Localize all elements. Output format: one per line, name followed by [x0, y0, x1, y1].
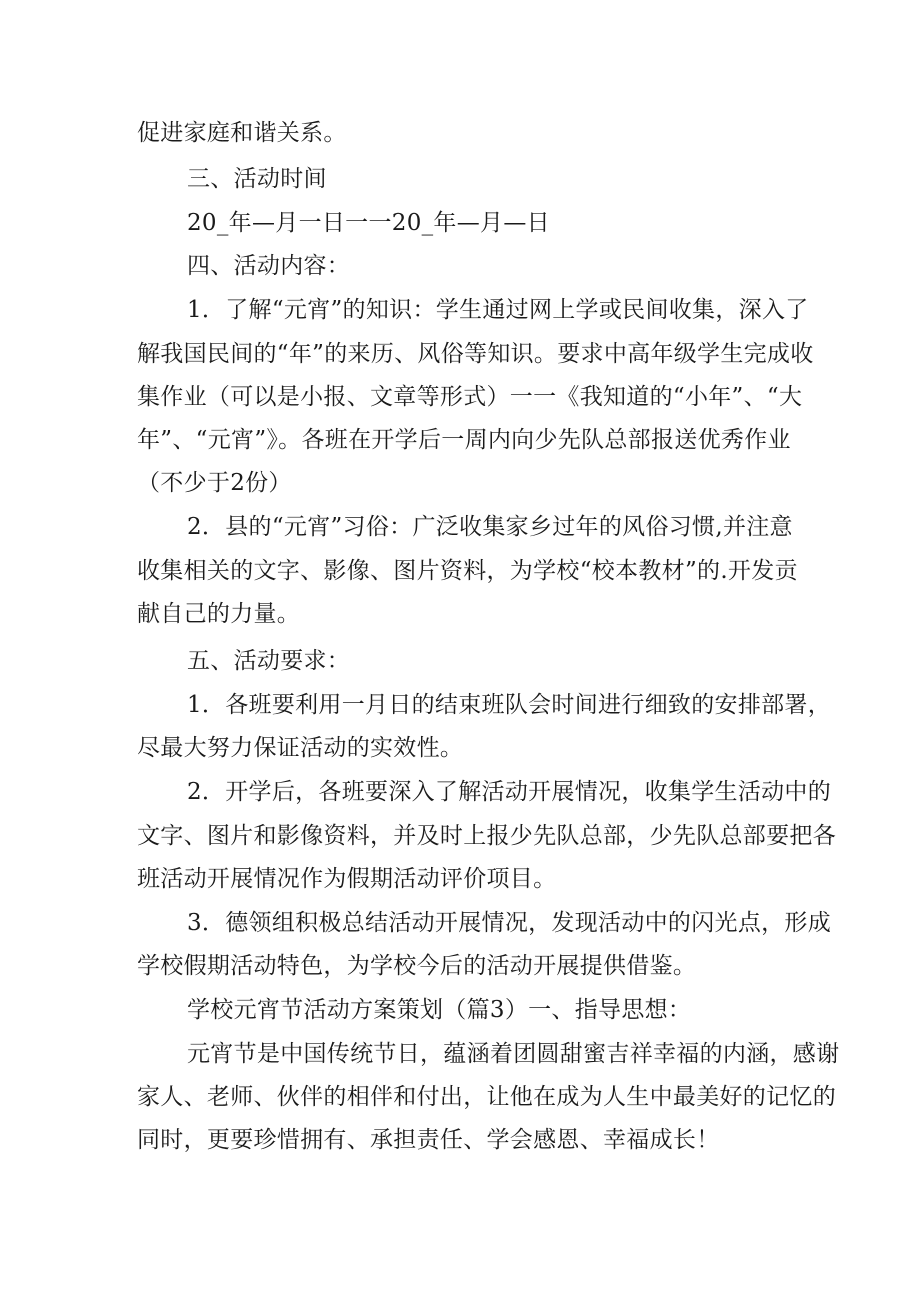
section-heading-time: 三、活动时间	[187, 166, 327, 192]
paragraph-line: 文字、图片和影像资料，并及时上报少先队总部，少先队总部要把各	[137, 823, 836, 849]
paragraph-line: 年”、“元宵”》。各班在开学后一周内向少先队总部报送优秀作业	[137, 427, 791, 453]
paragraph-line: 学校假期活动特色，为学校今后的活动开展提供借鉴。	[137, 953, 697, 979]
section-heading-requirements: 五、活动要求：	[187, 648, 351, 674]
section-heading-content: 四、活动内容：	[187, 253, 351, 279]
paragraph-line: 尽最大努力保证活动的实效性。	[137, 735, 464, 761]
paragraph-line: （不少于2份）	[137, 470, 292, 496]
section-heading-plan-3: 学校元宵节活动方案策划（篇3）一、指导思想：	[187, 997, 692, 1023]
paragraph-line: 1．了解“元宵”的知识：学生通过网上学或民间收集，深入了	[187, 297, 809, 323]
paragraph-line: 家人、老师、伙伴的相伴和付出，让他在成为人生中最美好的记忆的	[137, 1084, 836, 1110]
paragraph-line: 促进家庭和谐关系。	[137, 120, 347, 146]
paragraph-line: 2．开学后，各班要深入了解活动开展情况，收集学生活动中的	[187, 779, 832, 805]
paragraph-line: 集作业（可以是小报、文章等形式）一一《我知道的“小年”、“大	[137, 384, 803, 410]
paragraph-line: 1．各班要利用一月日的结束班队会时间进行细致的安排部署，	[187, 692, 832, 718]
paragraph-line: 献自己的力量。	[137, 601, 301, 627]
paragraph-line: 收集相关的文字、影像、图片资料，为学校“校本教材”的.开发贡	[137, 558, 798, 584]
activity-date-range: 20_年—月一日一一20_年—月—日	[187, 210, 550, 236]
paragraph-line: 班活动开展情况作为假期活动评价项目。	[137, 866, 557, 892]
paragraph-line: 同时，更要珍惜拥有、承担责任、学会感恩、幸福成长！	[137, 1127, 720, 1153]
paragraph-line: 元宵节是中国传统节日，蕴涵着团圆甜蜜吉祥幸福的内涵，感谢	[187, 1041, 840, 1067]
paragraph-line: 2．县的“元宵”习俗：广泛收集家乡过年的风俗习惯,并注意	[187, 514, 793, 540]
paragraph-line: 解我国民间的“年”的来历、风俗等知识。要求中高年级学生完成收	[137, 341, 814, 367]
paragraph-line: 3．德领组积极总结活动开展情况，发现活动中的闪光点，形成	[187, 910, 832, 936]
